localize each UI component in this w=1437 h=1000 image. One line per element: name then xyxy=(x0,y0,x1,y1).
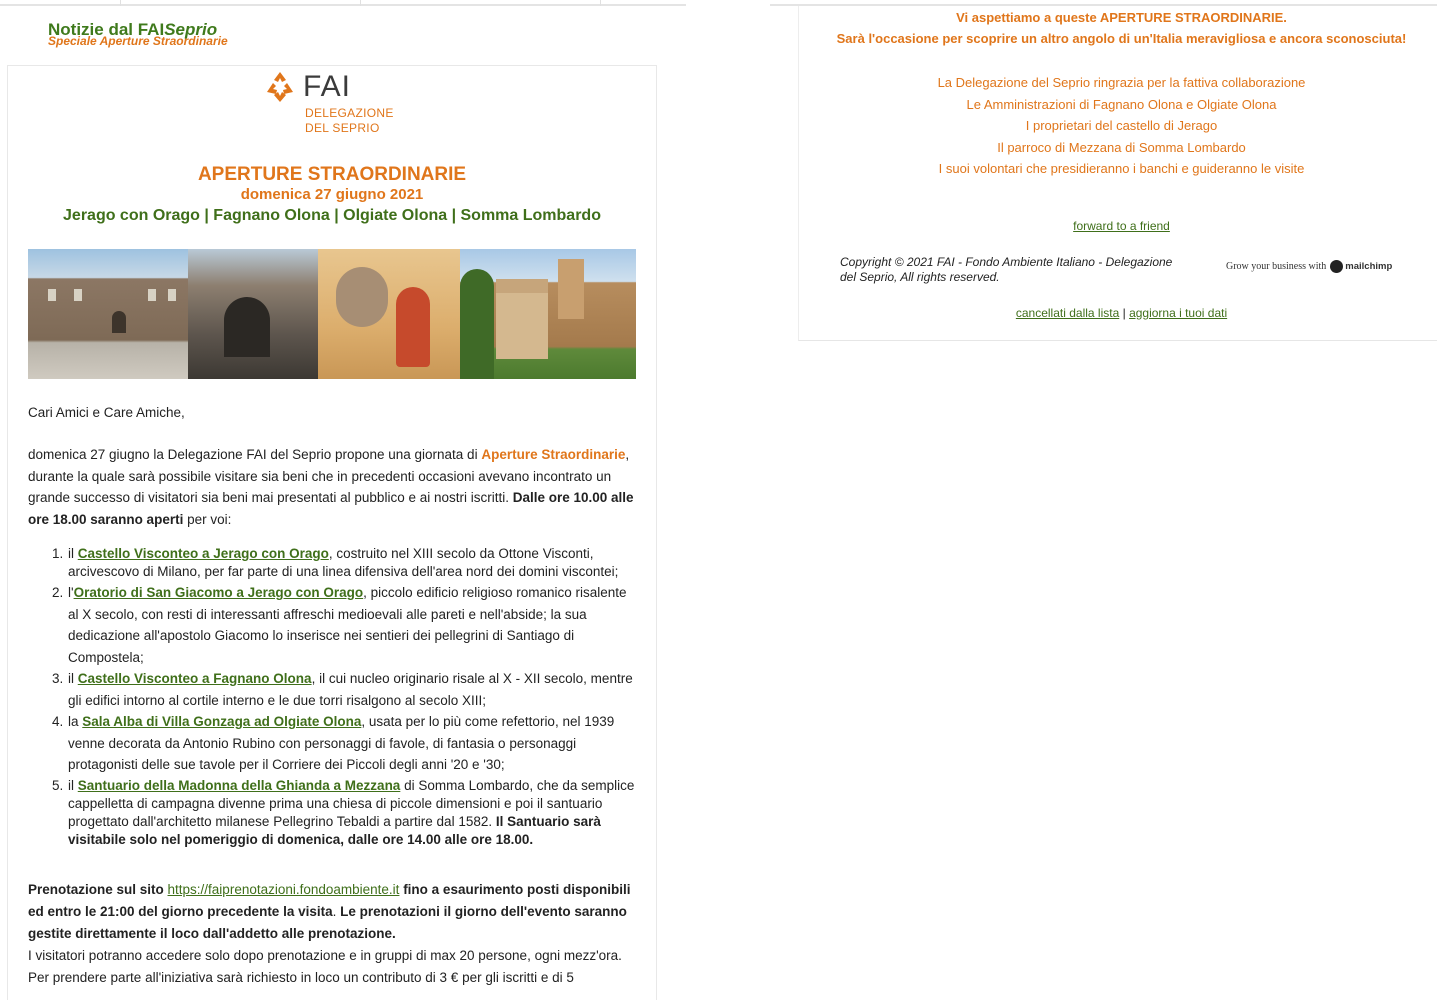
grow-business-text: Grow your business with xyxy=(1226,261,1327,272)
castle-jerago-photo xyxy=(28,249,188,379)
event-places: Jerago con Orago | Fagnano Olona | Olgiate Olona | Somma Lombardo xyxy=(63,207,601,224)
invite-line-1: Vi aspettiamo a queste APERTURE STRAORDINARIE. xyxy=(956,10,1287,25)
letter-intro: domenica 27 giugno la Delegazione FAI del Seprio propone una giornata di Aperture Straordinarie, durante la quale sarà possibile visitare sia beni che in precedenti occasioni avevano incontrato un grande successo di visitatori sia beni mai presentati al pubblico e ai nostri iscritti. Dalle ore 10.00 alle ore 18.00 saranno aperti per voi: xyxy=(28,447,634,527)
booking-url-link[interactable]: https://faiprenotazioni.fondoambiente.it xyxy=(167,882,400,897)
booking-info: Prenotazione sul sito https://faiprenotazioni.fondoambiente.it fino a esaurimento posti disponibili ed entro le 21:00 del giorno precedente la visita. Le prenotazioni il giorno dell'evento saranno gestite direttamente il loco dall'addetto alle prenotazione. I visitatori potranno accedere solo dopo prenotazione e in gruppi di max 20 persone, ogni mezz'ora. Per prendere parte all'iniziativa sarà richiesto in loco un contributo di 3 € per gli iscritti e di 5 xyxy=(28,882,631,985)
site-link-castello-jerago[interactable]: Castello Visconteo a Jerago con Orago xyxy=(77,546,329,561)
footer-links xyxy=(798,306,1437,320)
thanks-line: La Delegazione del Seprio ringrazia per la fattiva collaborazione xyxy=(937,75,1306,90)
list-item: 4. la Sala Alba di Villa Gonzaga ad Olgiate Olona, usata per lo più come refettorio, nel 1939 venne decorata da Antonio Rubino con personaggi di favole, di fantasia o personaggi protagonisti delle sue tavole per il Corriere dei Piccoli degli anni '20 e '30; xyxy=(52,714,615,772)
mailchimp-badge[interactable] xyxy=(1226,260,1392,273)
list-item: 5. il Santuario della Madonna della Ghianda a Mezzana di Somma Lombardo, che da semplice cappelletta di campagna divenne prima una chiesa di piccole dimensioni e poi il santuario progettato dall'architetto milanese Pellegrino Tebaldi a partire dal 1582. Il Santuario sarà visitabile solo nel pomeriggio di domenica, dalle ore 14.00 alle ore 18.00. xyxy=(52,777,635,847)
newsletter-subtitle: Speciale Aperture Straordinarie xyxy=(48,34,228,48)
site-link-castello-fagnano[interactable]: Castello Visconteo a Fagnano Olona xyxy=(77,671,312,686)
mailchimp-icon xyxy=(1330,260,1343,273)
santuario-ghianda-photo xyxy=(460,249,636,379)
newsletter-right-panel xyxy=(770,0,1437,1000)
unsubscribe-link[interactable]: cancellati dalla lista xyxy=(1015,306,1120,320)
event-photo-banner xyxy=(28,249,636,379)
top-divider xyxy=(0,4,686,6)
list-item: 3. il Castello Visconteo a Fagnano Olona, il cui nucleo originario risale al X - XII secolo, mentre gli edifici intorno al cortile interno e le due torri risalgono al secolo XIII; xyxy=(52,671,633,708)
event-title: APERTURE STRAORDINARIE xyxy=(197,164,467,185)
footer-separator: | xyxy=(1122,306,1126,320)
site-link-sala-alba[interactable]: Sala Alba di Villa Gonzaga ad Olgiate Olona xyxy=(82,714,362,729)
forward-to-friend-link[interactable]: forward to a friend xyxy=(1073,219,1170,233)
thanks-line: I proprietari del castello di Jerago xyxy=(1025,118,1218,133)
newsletter-title: Notizie dal FAISeprio xyxy=(48,20,218,39)
castle-fagnano-photo xyxy=(188,249,318,379)
thanks-line: Le Amministrazioni di Fagnano Olona e Olgiate Olona xyxy=(966,96,1277,112)
thanks-line: I suoi volontari che presidieranno i banchi e guideranno le visite xyxy=(938,161,1305,176)
event-date: domenica 27 giugno 2021 xyxy=(240,186,424,203)
logo-delegation-text: DELEGAZIONE DEL SEPRIO xyxy=(305,106,394,135)
sites-list xyxy=(52,545,640,849)
letter-greeting: Cari Amici e Care Amiche, xyxy=(28,405,185,420)
fai-emblem-icon xyxy=(263,70,297,104)
logo-brand-text: FAI xyxy=(303,70,352,103)
site-link-santuario-ghianda[interactable]: Santuario della Madonna della Ghianda a Mezzana xyxy=(77,777,401,793)
sala-alba-fresco-photo xyxy=(318,249,460,379)
thanks-line: Il parroco di Mezzana di Somma Lombardo xyxy=(997,139,1246,155)
thanks-list xyxy=(798,72,1437,180)
forward-section xyxy=(798,219,1437,233)
update-profile-link[interactable]: aggiorna i tuoi dati xyxy=(1129,306,1228,320)
site-link-oratorio-san-giacomo[interactable]: Oratorio di San Giacomo a Jerago con Orago xyxy=(73,585,364,600)
mailchimp-logo: mailchimp xyxy=(1330,260,1392,273)
invite-line-2: Sarà l'occasione per scoprire un altro angolo di un'Italia meravigliosa e ancora sconosciuta! xyxy=(836,31,1407,46)
list-item: 1. il Castello Visconteo a Jerago con Orago, costruito nel XIII secolo da Ottone Visconti, arcivescovo di Milano, per far parte di una linea difensiva dell'area nord dei domini viscontei; xyxy=(52,546,619,579)
newsletter-left-panel xyxy=(0,0,686,1000)
newsletter-card xyxy=(7,65,657,1000)
list-item: 2. l'Oratorio di San Giacomo a Jerago con Orago, piccolo edificio religioso romanico risalente al X secolo, con resti di interessanti affreschi medioevali alle pareti e nell'abside; la sua dedicazione all'apostolo Giacomo lo inserisce nei sentieri dei pellegrini di Santiago di Compostela; xyxy=(52,585,627,665)
fai-logo xyxy=(263,70,413,140)
copyright-text: Copyright © 2021 FAI - Fondo Ambiente Italiano - Delegazione del Seprio, All rights reserved. xyxy=(840,255,1173,284)
